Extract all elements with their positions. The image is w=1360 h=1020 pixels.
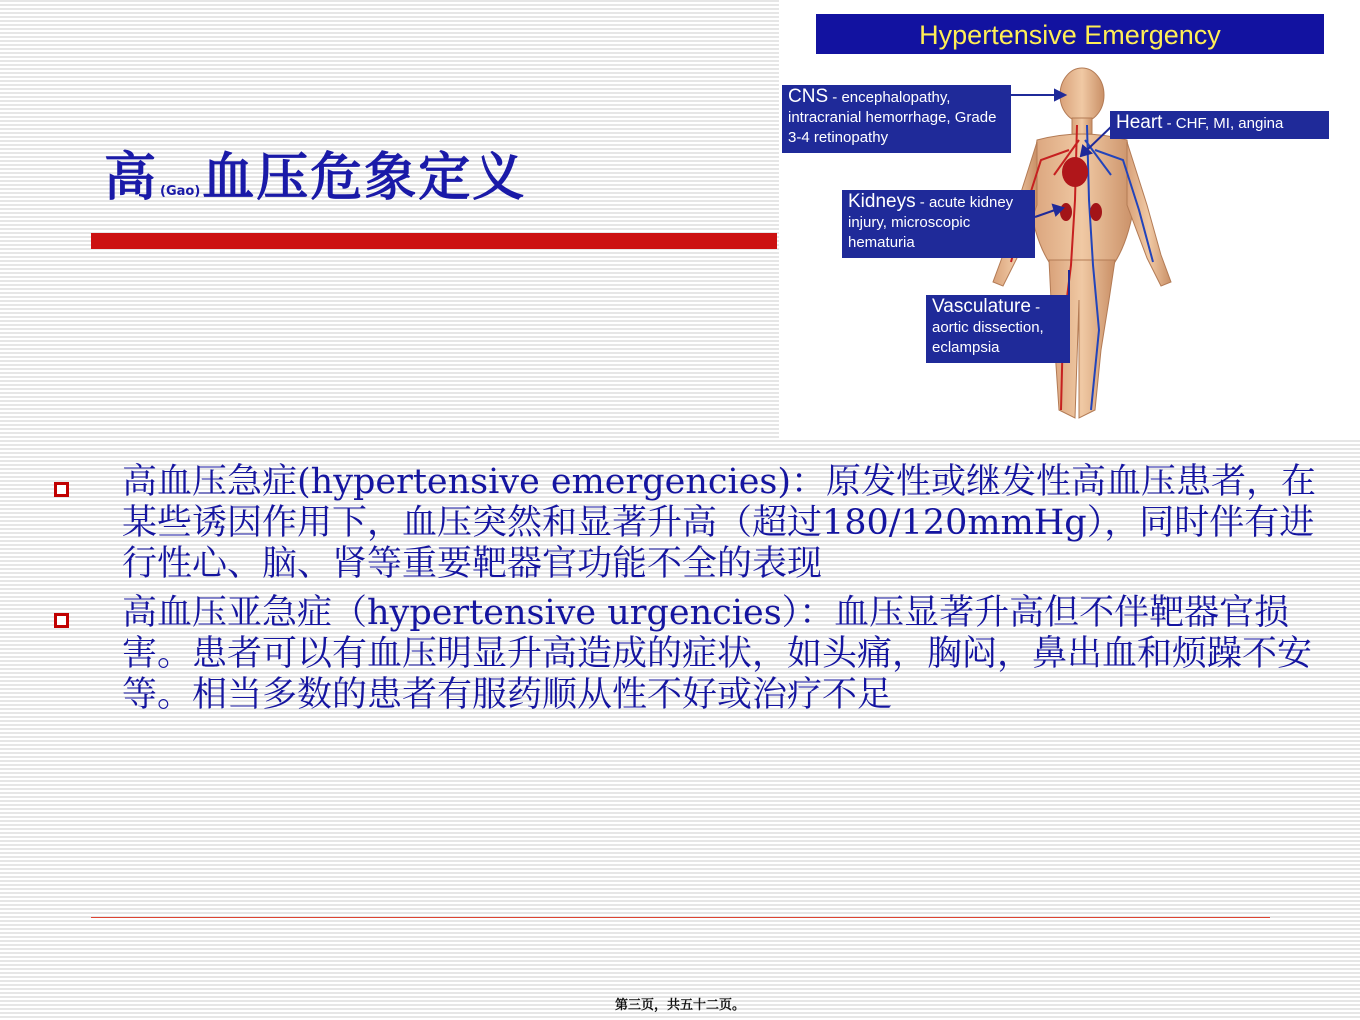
- callout-vasculature-head: Vasculature: [932, 296, 1031, 317]
- callout-kidneys-text: - acute kidney injury, microscopic hematuria: [848, 194, 1014, 251]
- callout-heart: [1110, 111, 1329, 139]
- definition-item-urgency: [50, 593, 1320, 716]
- title-rest: 血压危象定义: [202, 148, 527, 208]
- definition-list: [50, 462, 1320, 724]
- title-pinyin: (Gao): [160, 184, 201, 199]
- callout-cns-head: CNS: [788, 86, 829, 107]
- callout-vasculature: [926, 295, 1070, 363]
- callout-heart-head: Heart: [1116, 112, 1163, 133]
- definition-text: 高血压亚急症（hypertensive urgencies）：血压显著升高但不伴靶器官损害。患者可以有血压明显升高造成的症状，如头痛，胸闷，鼻出血和烦躁不安等。相当多数的患者有服药顺从性不好或治疗不足: [122, 593, 1313, 715]
- title-underline-bar: [91, 233, 777, 249]
- callout-cns: [782, 85, 1011, 153]
- callout-heart-text: - CHF, MI, angina: [1162, 115, 1284, 132]
- definition-text: 高血压急症(hypertensive emergencies)：原发性或继发性高血压患者，在某些诱因作用下，血压突然和显著升高（超过180/120mmHg），同时伴有进行性心、脑、肾等重要靶器官功能不全的表现: [122, 462, 1317, 584]
- figure-header: Hypertensive Emergency: [816, 14, 1324, 54]
- hypertensive-emergency-figure: [779, 0, 1360, 440]
- callout-vasculature-text: - aortic dissection, eclampsia: [932, 299, 1044, 356]
- square-bullet-icon: [54, 482, 69, 497]
- slide-title: [104, 146, 526, 224]
- callout-kidneys: [842, 190, 1035, 258]
- callout-cns-text: - encephalopathy, intracranial hemorrhage, Grade 3-4 retinopathy: [788, 89, 997, 146]
- square-bullet-icon: [54, 613, 69, 628]
- title-char: 高: [104, 148, 159, 208]
- definition-item-emergency: [50, 462, 1320, 585]
- page-number: 第三页，共五十二页。: [614, 998, 745, 1013]
- footer-divider: [91, 917, 1270, 918]
- callout-kidneys-head: Kidneys: [848, 191, 916, 212]
